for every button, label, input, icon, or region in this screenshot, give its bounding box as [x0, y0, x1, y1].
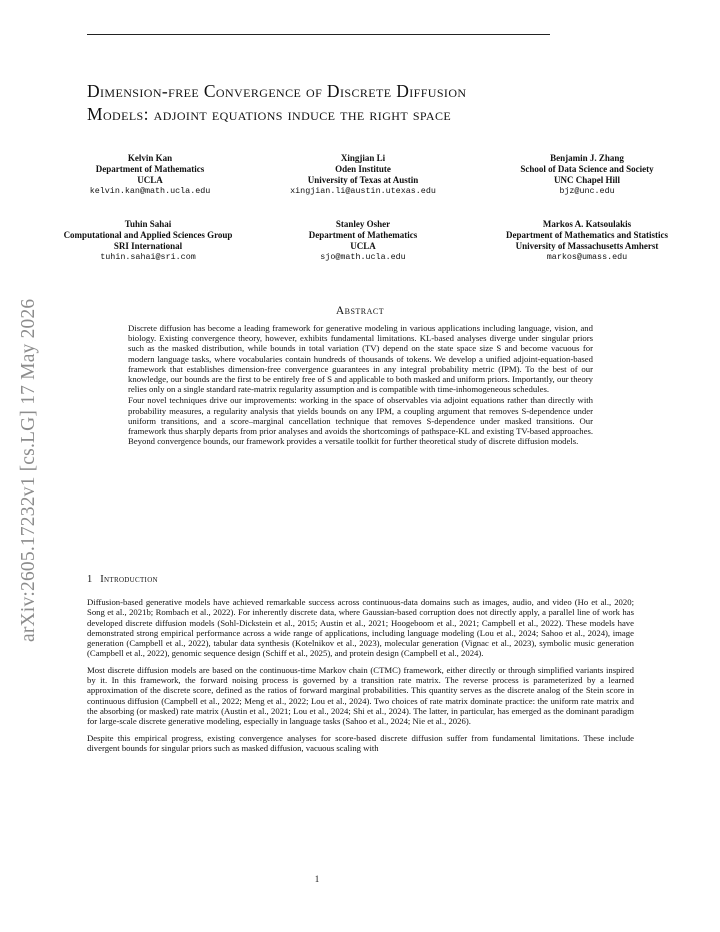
author-dept: Department of Mathematics	[95, 164, 205, 174]
abstract-body	[128, 323, 593, 446]
header-rule	[87, 34, 550, 35]
body-paragraph: Most discrete diffusion models are based on the continuous-time Markov chain (CTMC) framework, either directly or through simplified variants inspired by it. In this framework, the forward noising process is governed by a transition rate matrix. The reverse process is parameterized by a learned approximation of the discrete score, defined as the ratios of forward marginal probabilities. This quantity serves as the discrete analog of the Stein score in continuous diffusion (Campbell et al., 2022; Meng et al., 2022; Lou et al., 2024). Two choices of rate matrix dominate practice: the uniform rate matrix and the absorbing (or masked) rate matrix (Austin et al., 2021; Lou et al., 2024; Shi et al., 2024). The latter, in particular, has emerged as the dominant paradigm for large-scale discrete generative modeling, especially in language tasks (Sahoo et al., 2024; Nie et al., 2026).	[87, 664, 634, 727]
author-email: bjz@unc.edu	[559, 186, 615, 196]
paper-title	[87, 80, 687, 126]
author-name: Stanley Osher	[335, 219, 391, 229]
body-paragraph: Despite this empirical progress, existing convergence analyses for score-based discrete diffusion suffer from fundamental limitations. These include divergent bounds for singular priors such as masked diffusion, vacuous scaling with	[87, 732, 634, 753]
page-number: 1	[314, 874, 320, 884]
body-paragraph: Diffusion-based generative models have achieved remarkable success across continuous-data domains such as images, audio, and video (Ho et al., 2020; Song et al., 2021b; Rombach et al., 2022). For inherently discrete data, where Gaussian-based corruption does not directly apply, a parallel line of work has developed discrete diffusion models (Sohl-Dickstein et al., 2015; Austin et al., 2021; Hoogeboom et al., 2021; Campbell et al., 2022). These models have demonstrated strong empirical performance across a wide range of applications, including language modeling (Lou et al., 2024; Sahoo et al., 2024), image generation (Campbell et al., 2022), tabular data synthesis (Kotelnikov et al., 2023), molecular generation (Vignac et al., 2023), symbolic music generation (Campbell et al., 2022), genomic sequence design (Schiff et al., 2025), and protein design (Campbell et al., 2024).	[87, 597, 634, 659]
author-inst: University of Texas at Austin	[307, 175, 419, 185]
author-email: kelvin.kan@math.ucla.edu	[89, 186, 211, 196]
introduction-body	[87, 597, 634, 759]
author-inst: University of Massachusetts Amherst	[515, 241, 659, 251]
author-email: tuhin.sahai@sri.com	[100, 252, 196, 262]
title-line-2: Models: adjoint equations induce the right space	[87, 104, 452, 124]
author-card	[20, 219, 276, 263]
author-name: Benjamin J. Zhang	[550, 153, 624, 163]
author-dept: Department of Mathematics and Statistics	[506, 230, 668, 240]
author-card	[80, 153, 220, 197]
author-email: xingjian.li@austin.utexas.edu	[290, 186, 436, 196]
section-heading	[87, 574, 158, 585]
author-card	[474, 219, 700, 263]
author-name: Tuhin Sahai	[124, 219, 172, 229]
author-name: Kelvin Kan	[127, 153, 173, 163]
arxiv-identifier: arXiv:2605.17232v1 [cs.LG] 17 May 2026	[18, 298, 39, 642]
author-dept: Computational and Applied Sciences Group	[63, 230, 233, 240]
section-title: Introduction	[100, 574, 158, 585]
abstract-paragraph: Four novel techniques drive our improvements: working in the space of observables via adjoint equations rather than directly with probability measures, a regularity analysis that yields bounds on any IPM, a coupling argument that removes S-dependence under uniform transitions, and a score–marginal cancellation technique that removes S-dependence under masked transitions. Our framework thus sharply departs from prior analyses and avoids the shortcomings of pathspace-KL and existing TV-based approaches. Beyond convergence bounds, our framework provides a versatile toolkit for further theoretical study of discrete diffusion models.	[128, 395, 593, 447]
author-email: sjo@math.ucla.edu	[320, 252, 406, 262]
author-inst: SRI International	[113, 241, 183, 251]
abstract-heading: Abstract	[335, 305, 385, 317]
author-inst: UNC Chapel Hill	[553, 175, 620, 185]
title-line-1: Dimension-free Convergence of Discrete Diffusion	[87, 81, 467, 101]
author-card	[282, 219, 444, 263]
author-dept: Department of Mathematics	[308, 230, 418, 240]
author-inst: UCLA	[350, 241, 376, 251]
section-number: 1	[87, 574, 93, 585]
author-card	[498, 153, 676, 197]
author-name: Markos A. Katsoulakis	[542, 219, 632, 229]
author-card	[252, 153, 474, 197]
abstract-paragraph: Discrete diffusion has become a leading framework for generative modeling in various applications including language, vision, and biology. Existing convergence theory, however, exhibits fundamental limitations. KL-based analyses diverge under singular priors such as the masked distribution, while bounds in total variation (TV) depend on the state space size S and become vacuous for modern language tasks, where vocabularies contain hundreds of thousands of tokens. We develop a unified adjoint-equation-based framework that establishes dimension-free convergence guarantees in any integral probability metric (IPM). To the best of our knowledge, our bounds are the first to be entirely free of S and applicable to both masked and uniform priors. Importantly, our theory relies only on a single standard rate-matrix regularity assumption and is compatible with time-inhomogeneous schedules.	[128, 323, 593, 395]
author-email: markos@umass.edu	[546, 252, 628, 262]
author-dept: Oden Institute	[335, 164, 391, 174]
author-name: Xingjian Li	[340, 153, 386, 163]
author-dept: School of Data Science and Society	[520, 164, 654, 174]
author-inst: UCLA	[137, 175, 163, 185]
